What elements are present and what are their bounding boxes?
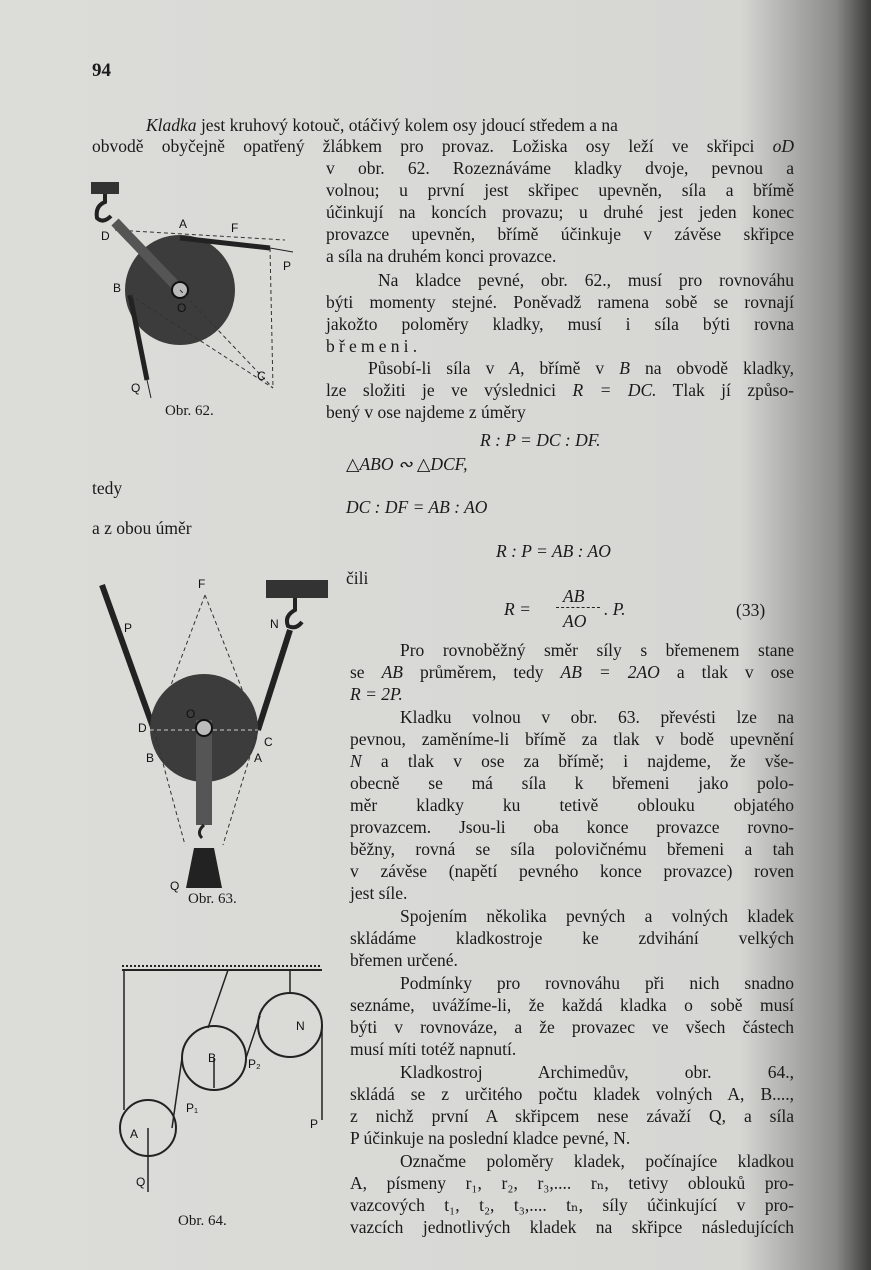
para8-line1: Kladkostroj Archimedův, obr. 64., (400, 1062, 794, 1082)
equation-5-numerator: AB (563, 586, 585, 606)
label-A: A (130, 1127, 139, 1141)
label-A: A (179, 217, 188, 231)
para9-line1: Označme poloměry kladek, počínajíce kladkou (400, 1151, 794, 1171)
para9-line4: vazcích jednotlivých kladek na skřipce následujících (350, 1217, 794, 1237)
caption-obr-64: Obr. 64. (178, 1213, 227, 1229)
label-O: O (186, 707, 196, 721)
label-F: F (231, 221, 239, 235)
para1-line7: a síla na druhém konci provazce. (326, 246, 557, 266)
para5-line5: měr kladky ku tetivě oblouku objatého (350, 795, 794, 815)
label-D: D (101, 229, 110, 243)
text-cili: čili (346, 568, 369, 588)
label-D: D (138, 721, 147, 735)
para4-line3: R = 2P. (350, 684, 403, 704)
equation-2: △ABO ∾ △DCF, (346, 454, 468, 474)
label-P: P (283, 259, 292, 273)
hook (97, 194, 111, 221)
label-P: P (124, 621, 133, 635)
para1-line1: Kladka jest kruhový kotouč, otáčivý kolem osy jdoucí středem a na (146, 115, 618, 135)
para2-line2: býti momenty stejné. Poněvadž ramena sobě se rovnají (326, 292, 794, 312)
para8-line2: skládá se z určitého počtu kladek volných A, B...., (350, 1084, 794, 1104)
text-tedy: tedy (92, 478, 123, 498)
fraction-bar (556, 607, 600, 608)
label-P2: P₂ (248, 1057, 261, 1071)
para9-line3: vazcových t₁, t₂, t₃,.... tₙ, síly účinkující v pro- (350, 1195, 794, 1215)
para5-line2: pevnou, zaměníme-li břímě za tlak v bodě upevnění (350, 729, 794, 749)
caption-obr-63: Obr. 63. (188, 891, 237, 907)
label-Q: Q (131, 381, 141, 395)
para7-line2: seznáme, uvážíme-li, že každá kladka o sobě musí (350, 995, 794, 1015)
para9-line2: A, písmeny r₁, r₂, r₃,.... rₙ, tetivy oblouků pro- (350, 1173, 794, 1193)
figure-63-free-pulley (90, 570, 340, 900)
label-B: B (113, 281, 122, 295)
equation-3: DC : DF = AB : AO (346, 497, 488, 517)
text-a-z-obou: a z obou úměr (92, 518, 192, 538)
para7-line3: býti v rovnováze, a že provazec ve všech částech (350, 1017, 794, 1037)
para2-line1: Na kladce pevné, obr. 62., musí pro rovnováhu (378, 270, 794, 290)
equation-4: R : P = AB : AO (496, 541, 611, 561)
label-B: B (146, 751, 155, 765)
label-F: F (198, 577, 206, 591)
page-number: 94 (92, 60, 111, 81)
equation-1: R : P = DC : DF. (480, 430, 601, 450)
equation-5-right: . P. (604, 599, 626, 619)
label-Q: Q (136, 1175, 146, 1189)
term-kladka: Kladka (146, 115, 197, 135)
label-O: O (177, 301, 187, 315)
para5-line7: běžny, rovná se síla polovičnému břemeni a tah (350, 839, 794, 859)
ceiling-mount (266, 580, 328, 598)
para5-line6: provazcem. Jsou-li oba konce provazce rovno- (350, 817, 794, 837)
para4-line2: se AB průměrem, tedy AB = 2AO a tlak v ose (350, 662, 795, 682)
para1-line6: provazce upevněn, břímě účinkuje v závěse skřipce (326, 224, 794, 244)
para7-line1: Podmínky pro rovnováhu při nich snadno (400, 973, 794, 993)
para2-line4: břemeni. (326, 336, 422, 356)
para6-line2: skládáme kladkostroje ke zdvihání velkých (350, 928, 794, 948)
pulley-N (258, 993, 322, 1057)
label-Q: Q (170, 879, 180, 893)
figure-62-fixed-pulley (85, 180, 310, 405)
figure-64-archimedes-pulley-system (100, 960, 340, 1205)
para8-line3: z nichž první A skřipcem nese závaží Q, a síla (350, 1106, 794, 1126)
force-arrow (270, 248, 293, 252)
equation-5-left: R = (504, 599, 531, 619)
load-weight (186, 848, 222, 888)
para1-line3: v obr. 62. Rozeznáváme kladky dvoje, pevnou a (326, 158, 794, 178)
label-C: C (264, 735, 273, 749)
caption-obr-62: Obr. 62. (165, 403, 214, 419)
rope-right (258, 630, 290, 730)
para1-line4: volnou; u první jest skřipec upevněn, síla a břímě (326, 180, 794, 200)
label-B: B (208, 1051, 217, 1065)
rope-left (102, 585, 154, 730)
para3-line2: lze složiti je ve výslednici R = DC. Tlak jí způso- (326, 380, 795, 400)
label-P: P (310, 1117, 319, 1131)
axle (196, 720, 212, 736)
para3-line1: Působí-li síla v A, břímě v B na obvodě kladky, (368, 358, 794, 378)
equation-number: (33) (736, 600, 766, 620)
para7-line4: musí míti totéž napnutí. (350, 1039, 517, 1059)
para4-line1: Pro rovnoběžný směr síly s břemenem stane (400, 640, 794, 660)
hook (287, 598, 302, 627)
para5-line8: v závěse (napětí pevného konce provazce) roven (350, 861, 794, 881)
label-N: N (270, 617, 279, 631)
para5-line9: jest síle. (350, 883, 408, 903)
para5-line4: obecně se má síla k břemeni jako polo- (350, 773, 794, 793)
label-A: A (254, 751, 263, 765)
para6-line1: Spojením několika pevných a volných kladek (400, 906, 794, 926)
para5-line3: N a tlak v ose za břímě; i najdeme, že vše- (350, 751, 794, 771)
label-C: C (257, 369, 266, 383)
para8-line4: P účinkuje na poslední kladce pevné, N. (350, 1128, 631, 1148)
ceiling-mount (91, 182, 119, 194)
para1-line2: obvodě obyčejně opatřený žlábkem pro provaz. Ložiska osy leží ve skřipci oD (92, 136, 794, 156)
para6-line3: břemen určené. (350, 950, 458, 970)
label-P1: P₁ (186, 1101, 199, 1115)
label-N: N (296, 1019, 305, 1033)
equation-5-denominator: AO (563, 611, 587, 631)
para3-line3: bený v ose najdeme z úměry (326, 402, 526, 422)
para5-line1: Kladku volnou v obr. 63. převésti lze na (400, 707, 794, 727)
para2-line3: jakožto poloměry kladky, musí i síla býti rovna (326, 314, 794, 334)
para1-line5: účinkují na koncích provazu; u druhé jest jeden konec (326, 202, 794, 222)
